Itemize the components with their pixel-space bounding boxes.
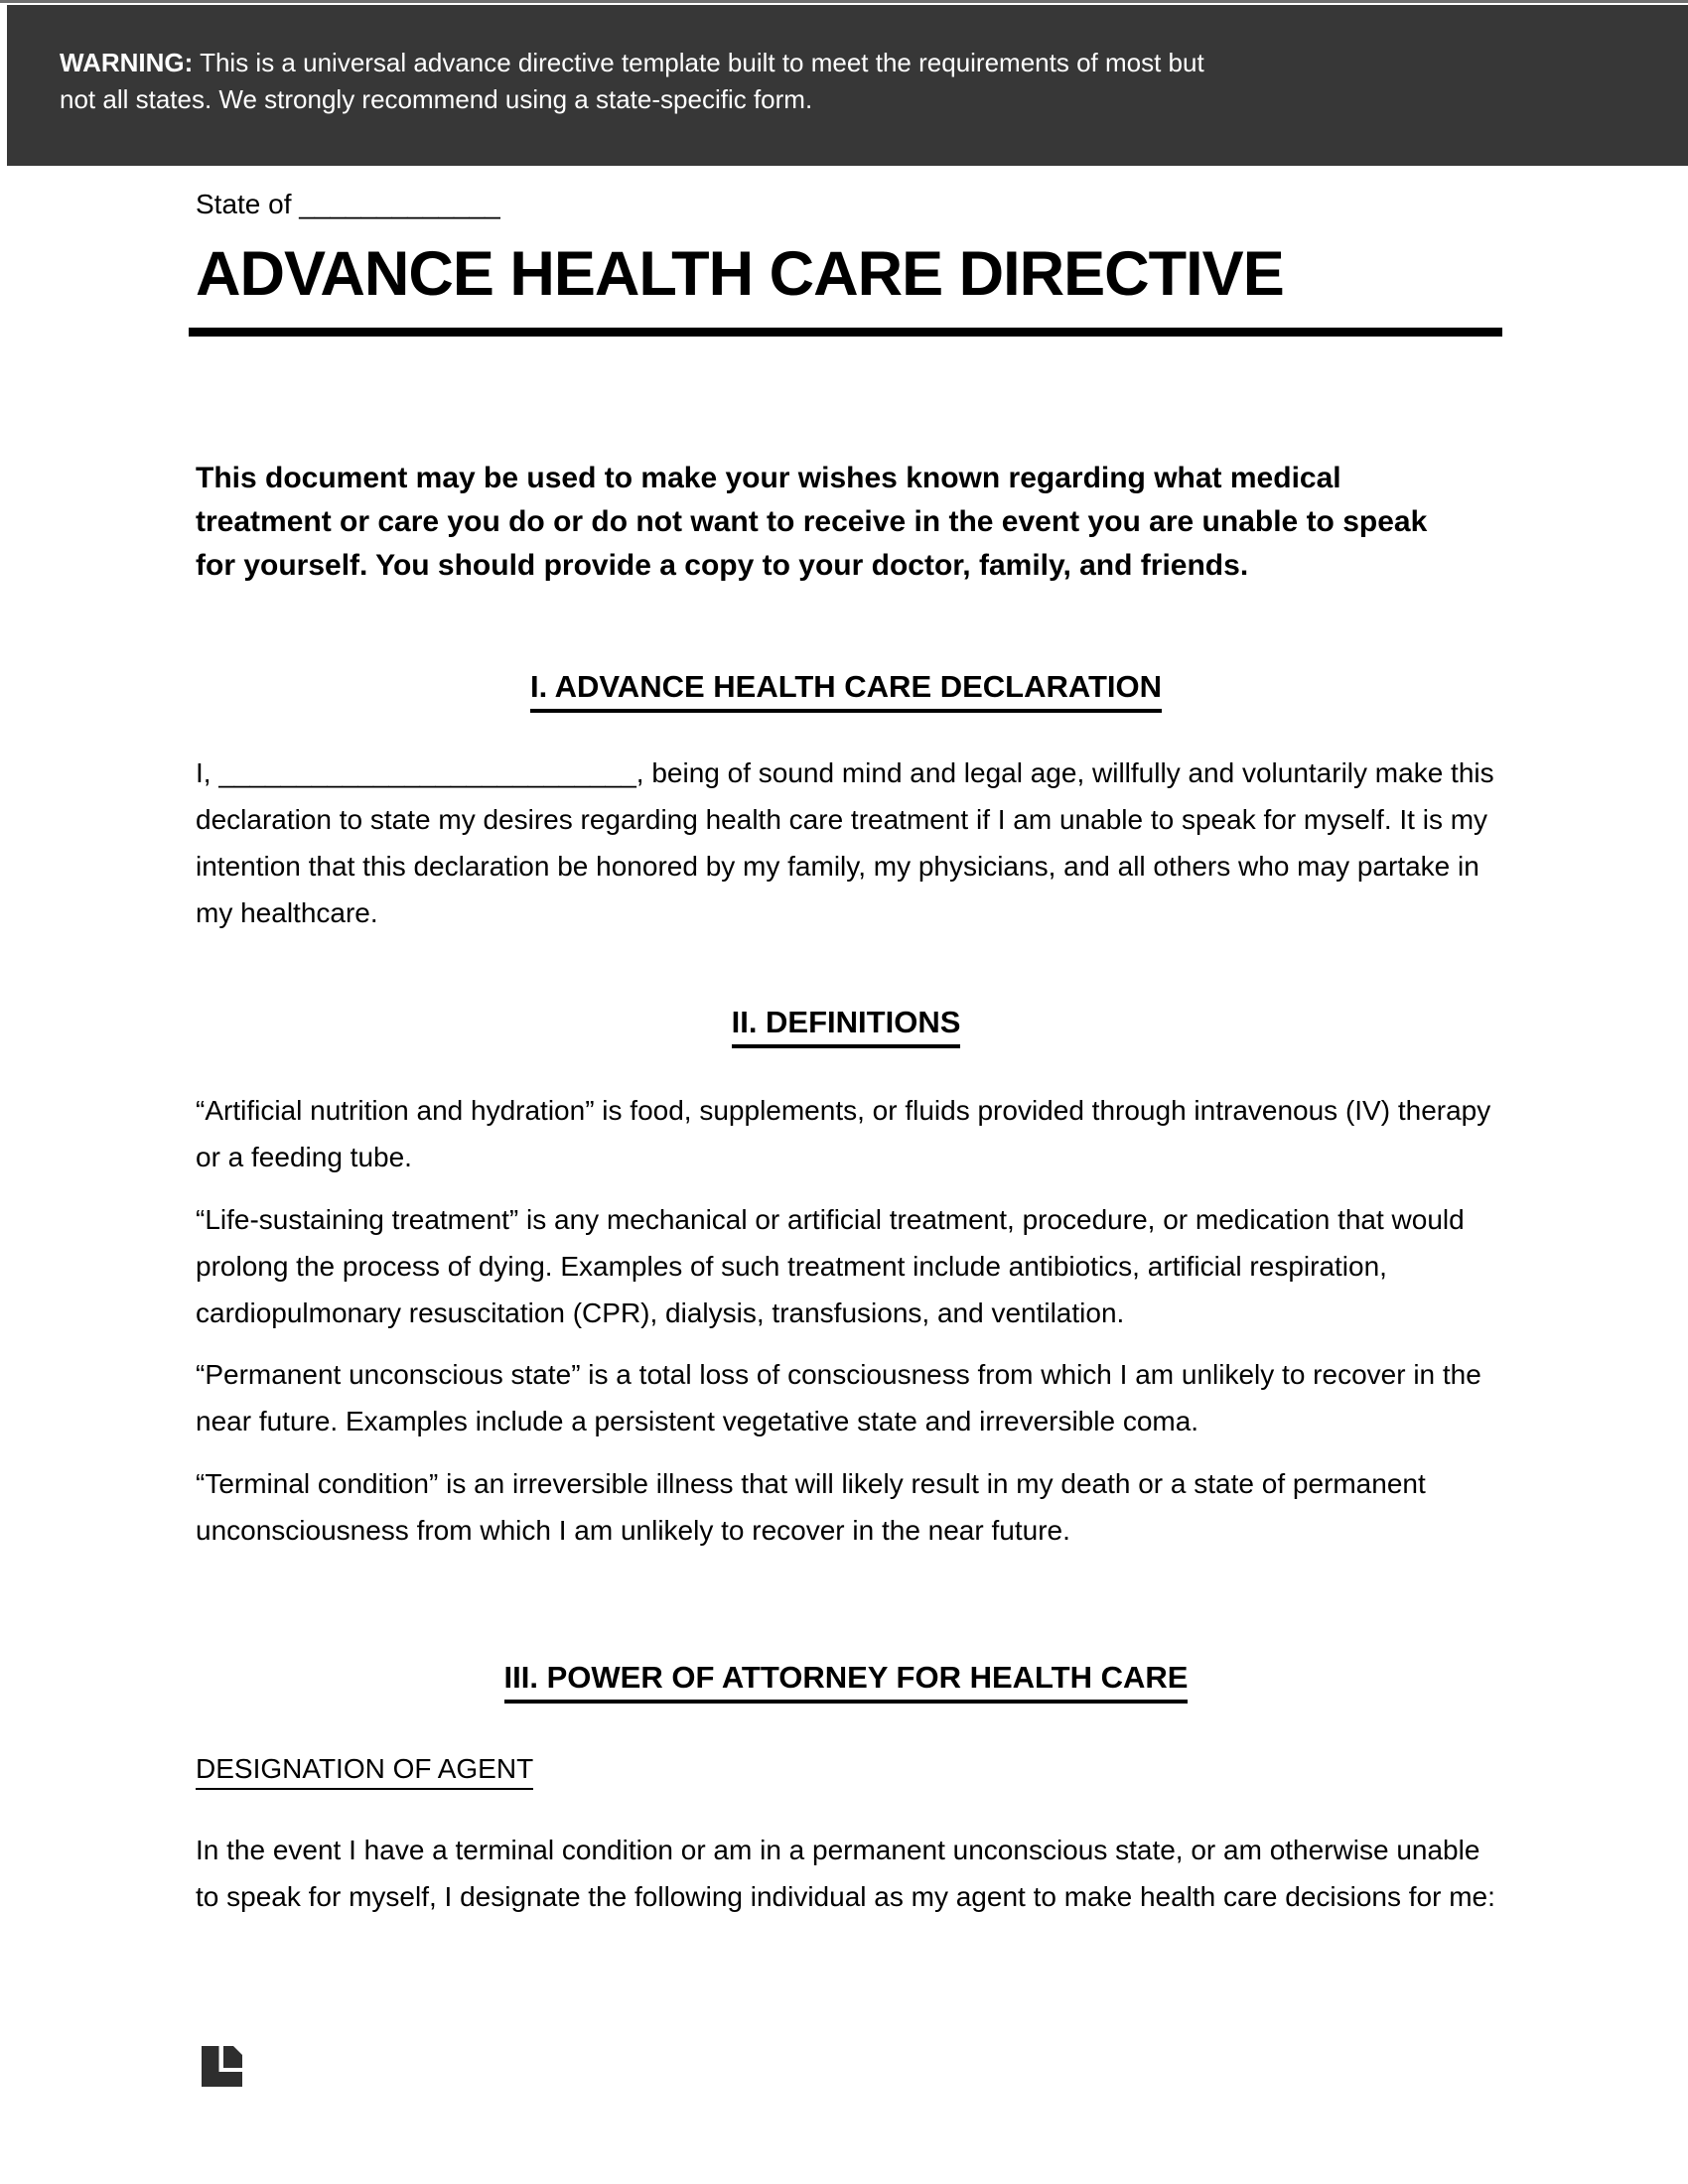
section-heading-power-of-attorney-text: III. POWER OF ATTORNEY FOR HEALTH CARE: [504, 1660, 1189, 1704]
warning-label: WARNING:: [60, 48, 194, 77]
designation-of-agent-text: DESIGNATION OF AGENT: [196, 1753, 533, 1790]
section-heading-declaration: [196, 669, 1496, 713]
state-name-blank: _____________: [299, 189, 500, 219]
document-title: ADVANCE HEALTH CARE DIRECTIVE: [196, 239, 1284, 309]
warning-text: This is a universal advance directive template built to meet the requirements of most but not all states. We strongly recommend using a state-specific form.: [60, 48, 1204, 114]
intro-paragraph: This document may be used to make your wishes known regarding what medical treatment or care you do or do not want to receive in the event you are unable to speak for yourself. You should provide a copy to your doctor, family, and friends.: [196, 462, 1428, 582]
declaration-paragraph: I, ___________________________, being of sound mind and legal age, willfully and voluntarily make this declaration to state my desires regarding health care treatment if I am unable to speak for myself. It is my intention that this declaration be honored by my family, my physicians, and all others who may partake in my healthcare.: [196, 757, 1494, 928]
definition-life-sustaining-treatment: “Life-sustaining treatment” is any mechanical or artificial treatment, procedure, or medication that would prolong the process of dying. Examples of such treatment include antibiotics, artificial respiration, cardiopulmonary resuscitation (CPR), dialysis, transfusions, and ventilation.: [196, 1204, 1465, 1328]
warning-banner: [7, 5, 1688, 166]
designation-of-agent-subheading: [196, 1753, 1496, 1790]
section-heading-definitions: [196, 1005, 1496, 1048]
definition-artificial-nutrition: “Artificial nutrition and hydration” is food, supplements, or fluids provided through intravenous (IV) therapy or a feeding tube.: [196, 1095, 1491, 1172]
section-heading-definitions-text: II. DEFINITIONS: [732, 1005, 961, 1048]
page-top-edge: [0, 0, 1688, 3]
definition-terminal-condition: “Terminal condition” is an irreversible illness that will likely result in my death or a state of permanent unconsciousness from which I am unlikely to recover in the near future.: [196, 1468, 1426, 1546]
state-of-label: State of: [196, 189, 292, 219]
legal-templates-logo-icon: [202, 2046, 242, 2087]
section-heading-power-of-attorney: [196, 1660, 1496, 1704]
title-divider: [189, 328, 1502, 337]
definition-permanent-unconscious-state: “Permanent unconscious state” is a total loss of consciousness from which I am unlikely to recover in the near future. Examples include a persistent vegetative state and irreversible coma.: [196, 1359, 1481, 1436]
section-heading-declaration-text: I. ADVANCE HEALTH CARE DECLARATION: [530, 669, 1162, 713]
state-of-line: [196, 189, 1496, 220]
agent-designation-paragraph: In the event I have a terminal condition or am in a permanent unconscious state, or am otherwise unable to speak for myself, I designate the following individual as my agent to make health care decisions for me:: [196, 1835, 1495, 1912]
